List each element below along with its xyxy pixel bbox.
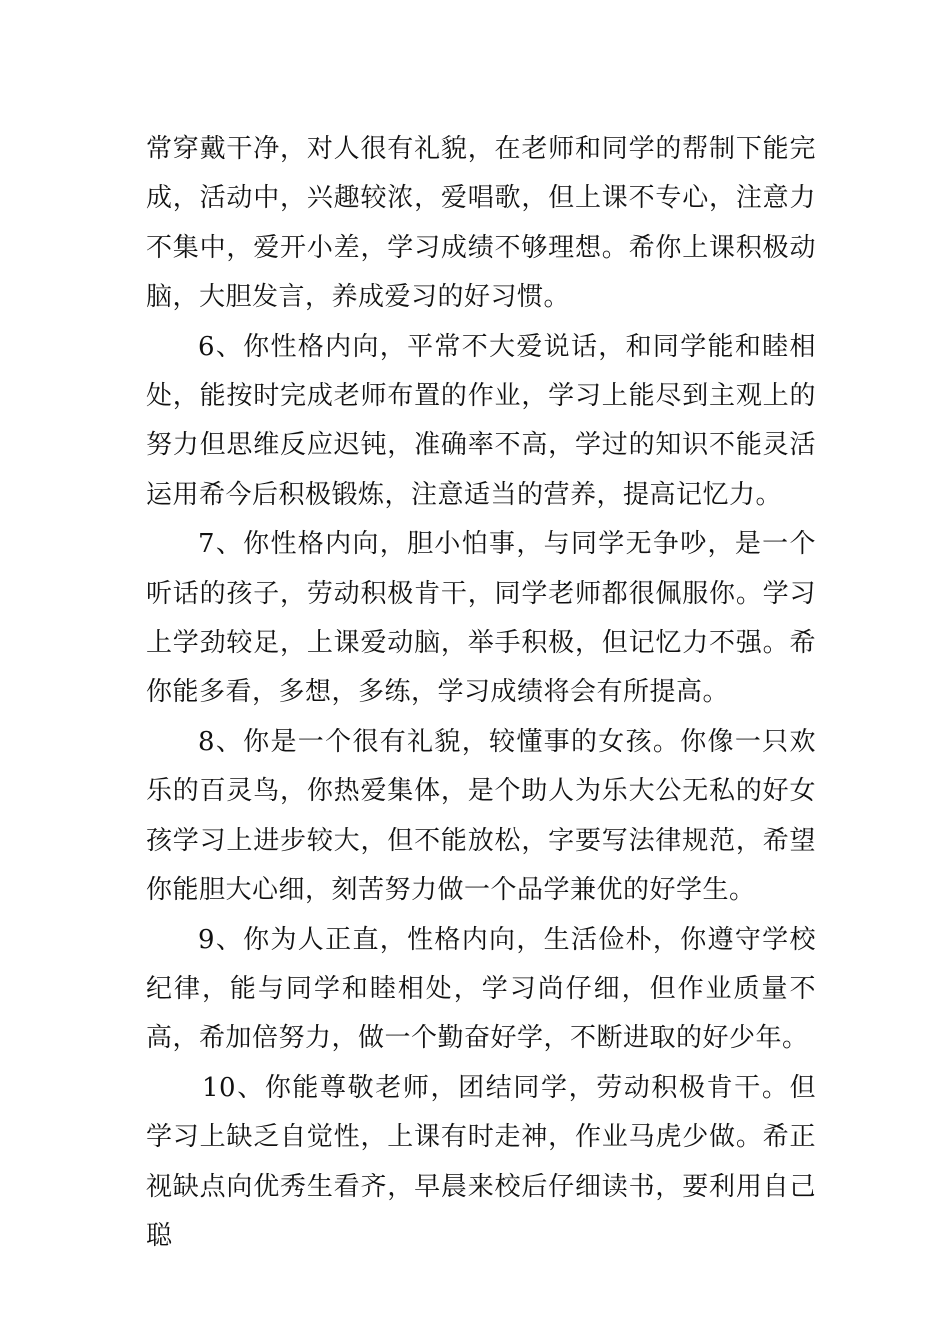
paragraph-5-continued: 常穿戴干净，对人很有礼貌，在老师和同学的帮制下能完成，活动中，兴趣较浓，爱唱歌，但上课不专心，注意力不集中，爱开小差，学习成绩不够理想。希你上课积极动脑，大胆发言，养成爱习的好习惯。 — [146, 134, 816, 313]
paragraph-9: 9、你为人正直，性格内向，生活俭朴，你遵守学校纪律，能与同学和睦相处，学习尚仔细，但作业质量不高，希加倍努力，做一个勤奋好学，不断进取的好少年。 — [146, 924, 816, 1054]
paragraph-8: 8、你是一个很有礼貌，较懂事的女孩。你像一只欢乐的百灵鸟，你热爱集体，是个助人为乐大公无私的好女孩学习上进步较大，但不能放松，字要写法律规范，希望你能胆大心细，刻苦努力做一个品学兼优的好学生。 — [146, 726, 816, 906]
paragraph-10: 10、你能尊敬老师，团结同学，劳动积极肯干。但学习上缺乏自觉性，上课有时走神，作业马虎少做。希正视缺点向优秀生看齐，早晨来校后仔细读书，要利用自己聪 — [146, 1072, 816, 1251]
paragraph-7: 7、你性格内向，胆小怕事，与同学无争吵，是一个听话的孩子，劳动积极肯干，同学老师都很佩服你。学习上学劲较足，上课爱动脑，举手积极，但记忆力不强。希你能多看，多想，多练，学习成绩将会有所提高。 — [146, 529, 816, 708]
paragraph-6: 6、你性格内向，平常不大爱说话，和同学能和睦相处，能按时完成老师布置的作业，学习上能尽到主观上的努力但思维反应迟钝，准确率不高，学过的知识不能灵活运用希今后积极锻炼，注意适当的营养，提高记忆力。 — [146, 331, 816, 510]
document-body — [146, 125, 816, 1261]
